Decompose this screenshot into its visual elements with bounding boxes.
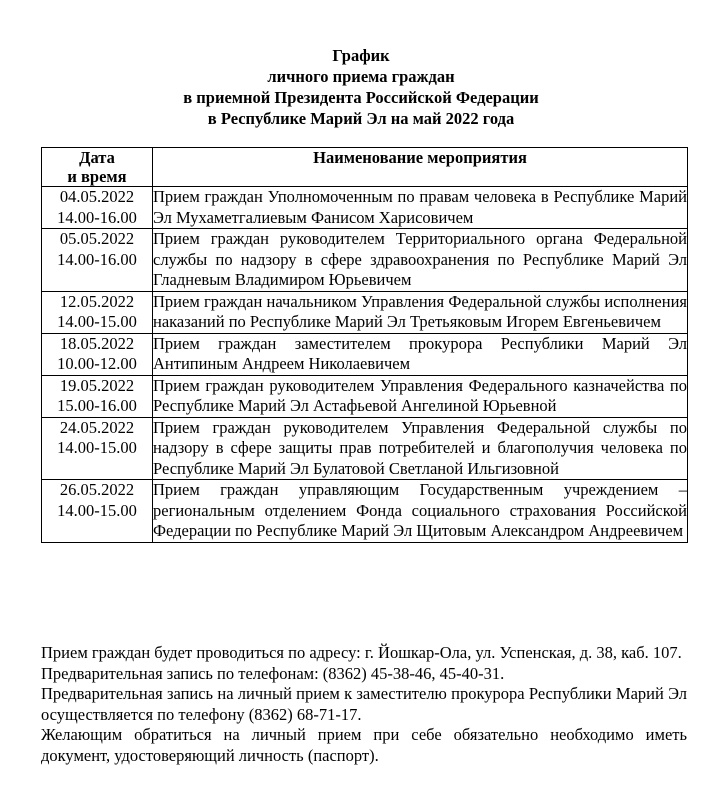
date-cell (42, 333, 153, 375)
row-date: 26.05.2022 (59, 480, 135, 499)
date-header-line-2: и время (67, 167, 127, 186)
title-line-3: в приемной Президента Российской Федерации (183, 88, 539, 107)
row-time: 14.00-15.00 (57, 312, 137, 331)
row-date: 12.05.2022 (59, 291, 135, 311)
row-time: 14.00-15.00 (57, 500, 137, 520)
title-line-4: в Республике Марий Эл на май 2022 года (207, 109, 515, 128)
address-note: Прием граждан будет проводиться по адресу: г. Йошкар-Ола, ул. Успенская, д. 38, каб. 107. (41, 643, 682, 662)
date-cell (42, 229, 153, 292)
row-time: 10.00-12.00 (57, 354, 137, 373)
table-row (42, 375, 688, 417)
title-line-1: График (332, 46, 390, 65)
table-header-row (42, 148, 688, 187)
title-line-2: личного приема граждан (267, 67, 455, 86)
passport-note: Желающим обратиться на личный прием при себе обязательно необходимо иметь документ, удостоверяющий личность (паспорт). (41, 725, 687, 765)
date-cell (42, 375, 153, 417)
table-row (42, 187, 688, 229)
event-cell: Прием граждан руководителем Управления Федеральной службы по надзору в сфере защиты прав потребителей и благополучия человека по Республике Марий Эл Булатовой Светланой Ильгизовной (153, 417, 687, 478)
table-row (42, 333, 688, 375)
date-column-header (42, 148, 153, 187)
date-cell (42, 480, 153, 543)
document-title (0, 45, 722, 129)
prosecutor-phone-note: Предварительная запись на личный прием к заместителю прокурора Республики Марий Эл осуществляется по телефону (8362) 68-71-17. (41, 684, 687, 724)
row-date: 18.05.2022 (59, 333, 135, 353)
row-date: 04.05.2022 (59, 187, 135, 206)
table-row (42, 291, 688, 333)
table-row (42, 417, 688, 480)
row-time: 14.00-15.00 (57, 438, 137, 457)
date-cell (42, 291, 153, 333)
footer-notes (41, 643, 687, 766)
event-cell: Прием граждан руководителем Территориального органа Федеральной службы по надзору в сфере здравоохранения по Республике Марий Эл Гладневым Владимиром Юрьевичем (153, 229, 687, 289)
event-cell: Прием граждан Уполномоченным по правам человека в Республике Марий Эл Мухаметгалиевым Фанисом Харисовичем (153, 187, 687, 227)
table-row (42, 480, 688, 543)
table-row (42, 229, 688, 292)
phones-note: Предварительная запись по телефонам: (8362) 45-38-46, 45-40-31. (41, 663, 505, 683)
event-cell: Прием граждан руководителем Управления Федерального казначейства по Республике Марий Эл Астафьевой Ангелиной Юрьевной (153, 375, 687, 415)
date-header-line-1: Дата (79, 148, 115, 167)
row-date: 24.05.2022 (59, 417, 135, 437)
row-time: 15.00-16.00 (57, 396, 137, 415)
row-time: 14.00-16.00 (57, 249, 137, 269)
date-cell (42, 417, 153, 480)
date-cell (42, 187, 153, 229)
event-column-header: Наименование мероприятия (153, 148, 688, 187)
event-cell: Прием граждан заместителем прокурора Республики Марий Эл Антипиным Андреем Николаевичем (153, 333, 687, 373)
schedule-table (41, 147, 688, 543)
event-cell: Прием граждан начальником Управления Федеральной службы исполнения наказаний по Республике Марий Эл Третьяковым Игорем Евгеньевичем (153, 291, 687, 331)
row-date: 19.05.2022 (59, 375, 135, 395)
event-cell: Прием граждан управляющим Государственным учреждением – региональным отделением Фонда социального страхования Российской Федерации по Республике Марий Эл Щитовым Александром Андреевичем (153, 480, 687, 540)
row-date: 05.05.2022 (59, 229, 135, 248)
row-time: 14.00-16.00 (57, 207, 137, 227)
